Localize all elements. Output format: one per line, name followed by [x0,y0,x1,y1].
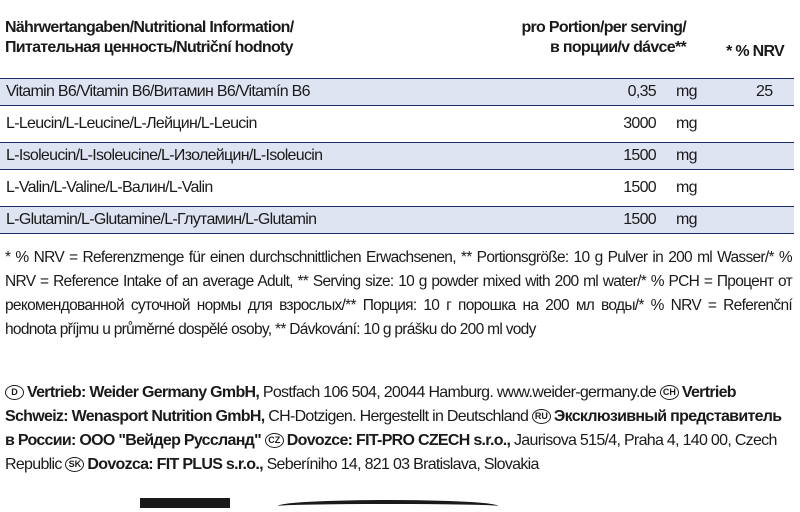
header-serving [521,18,686,58]
header-title-line2: Питательная ценность/Nutriční hodnoty [5,39,293,56]
nutrient-name: Vitamin B6/Vitamin B6/Витамин B6/Vitamín B6 [6,83,310,100]
nutrient-name: L-Leucin/L-Leucine/L-Лейцин/L-Leucin [6,115,257,132]
nutrient-value: 1500 [623,147,656,164]
nutrition-table [0,76,800,236]
table-row [0,108,800,140]
distribution-info [5,381,792,477]
country-code-sk: SK [65,457,84,472]
nutrient-unit: mg [676,211,697,228]
nutrient-value: 1500 [623,179,656,196]
header-title-line1: Nährwertangaben/Nutritional Information/ [5,19,294,36]
distributor-sk-text: Seberíniho 14, 821 03 Bratislava, Slovakia [262,456,539,473]
header-nrv: * % NRV [726,43,784,60]
nutrient-name: L-Isoleucin/L-Isoleucine/L-Изолейцин/L-Isoleucin [6,147,323,164]
header-title [5,18,293,58]
nutrient-unit: mg [676,83,697,100]
table-row [0,76,800,108]
nutrient-nrv: 25 [756,83,773,100]
cropped-logo-fragment [140,498,230,508]
nutrient-unit: mg [676,115,697,132]
distributor-sk-label: Dovozca: FIT PLUS s.r.o., [87,456,263,473]
country-code-de: D [5,385,24,400]
country-code-cz: CZ [265,433,284,448]
header-serving-line1: pro Portion/per serving/ [521,19,686,36]
nutrient-name: L-Valin/L-Valine/L-Валин/L-Valin [6,179,213,196]
nutrient-value: 1500 [623,211,656,228]
nutrient-value: 3000 [623,115,656,132]
table-row [0,140,800,172]
distributor-ch-text: CH-Dotzigen. Hergestellt in Deutschland [264,408,532,425]
nutrient-unit: mg [676,147,697,164]
distributor-de-label: Vertrieb: Weider Germany GmbH, [27,384,260,401]
nutrient-value: 0,35 [627,83,656,100]
table-row [0,172,800,204]
distributor-ch-label: Vertrieb Schweiz: Wenasport Nutrition GmbH, [5,384,736,425]
nutrient-name: L-Glutamin/L-Glutamine/L-Глутамин/L-Glutamin [6,211,317,228]
country-code-ch: CH [660,385,679,400]
distributor-cz-text: Jaurisova 515/4, Praha 4, 140 00, Czech Republic [5,432,777,473]
nutrition-header [5,18,792,70]
cropped-logo-arc [278,500,498,512]
header-serving-line2: в порции/v dávce** [549,39,686,56]
country-code-ru: RU [532,409,551,424]
footnote: * % NRV = Referenzmenge für einen durchschnittlichen Erwachsenen, ** Portionsgröße: 10 g Pulver in 200 ml Wasser/* % NRV = Reference Intake of an average Adult, ** Serving size: 10 g powder mixed with 200 ml water/* % PCH = Процент от рекомендованной суточной нормы для взрослых/** Порция: 10 г порошка на 200 мл воды/* % NRV = Referenční hodnota příjmu u průměrné dospělé osoby, ** Dávkování: 10 g prášku do 200 ml vody [5,249,792,338]
distributor-de-text: Postfach 106 504, 20044 Hamburg. www.weider-germany.de [259,384,660,401]
table-row [0,204,800,236]
distributor-cz-label: Dovozce: FIT-PRO CZECH s.r.o., [286,432,511,449]
nutrient-unit: mg [676,179,697,196]
distributor-ru-label: Эксклюзивный представитель в России: ООО "Вейдер Руссланд" [5,408,782,449]
